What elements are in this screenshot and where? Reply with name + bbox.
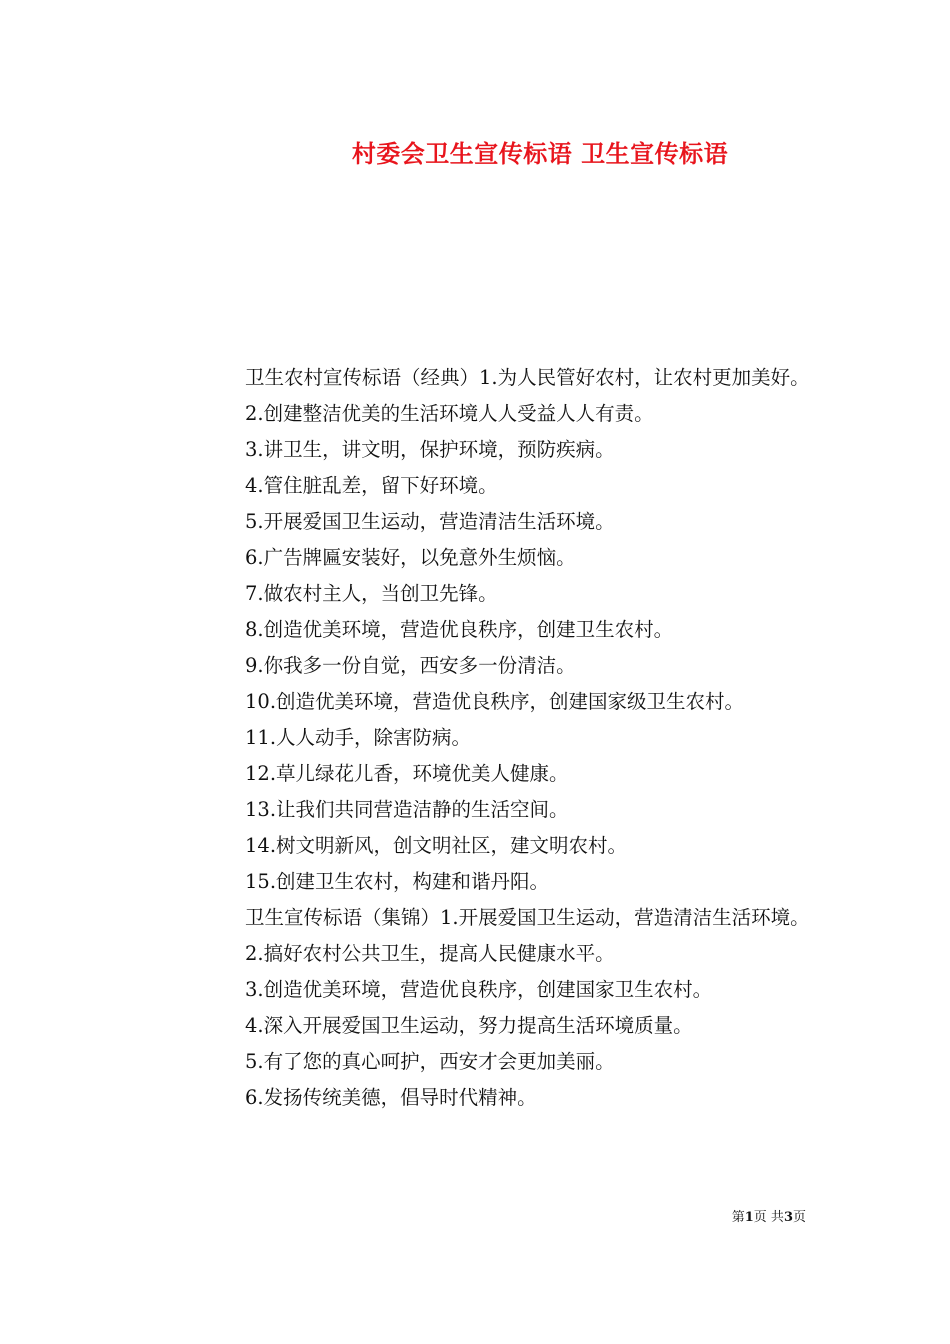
body-paragraph: 13.让我们共同营造洁静的生活空间。	[245, 798, 569, 821]
body-paragraph: 12.草儿绿花儿香，环境优美人健康。	[245, 762, 569, 785]
body-paragraph: 2.创建整洁优美的生活环境人人受益人人有责。	[245, 402, 654, 425]
body-paragraph: 卫生宣传标语（集锦）1.开展爱国卫生运动，营造清洁生活环境。	[245, 906, 810, 929]
body-paragraph: 15.创建卫生农村，构建和谐丹阳。	[245, 870, 550, 893]
body-paragraph: 9.你我多一份自觉，西安多一份清洁。	[245, 654, 576, 677]
document-title: 村委会卫生宣传标语 卫生宣传标语	[351, 139, 729, 168]
body-paragraph: 14.树文明新风，创文明社区，建文明农村。	[245, 834, 628, 857]
body-paragraph: 2.搞好农村公共卫生，提高人民健康水平。	[245, 942, 615, 965]
body-paragraph: 4.管住脏乱差，留下好环境。	[245, 474, 498, 497]
body-paragraph: 5.有了您的真心呵护，西安才会更加美丽。	[245, 1050, 615, 1073]
body-paragraph: 7.做农村主人，当创卫先锋。	[245, 582, 498, 605]
body-paragraph: 8.创造优美环境，营造优良秩序，创建卫生农村。	[245, 618, 674, 641]
body-paragraph: 10.创造优美环境，营造优良秩序，创建国家级卫生农村。	[245, 690, 745, 713]
body-paragraph: 3.创造优美环境，营造优良秩序，创建国家卫生农村。	[245, 978, 713, 1001]
body-paragraph: 5.开展爱国卫生运动，营造清洁生活环境。	[245, 510, 615, 533]
footer-current-page: 1	[744, 1210, 754, 1225]
body-paragraph: 3.讲卫生，讲文明，保护环境，预防疾病。	[245, 438, 615, 461]
footer-prefix: 第	[731, 1210, 745, 1225]
body-paragraph: 4.深入开展爱国卫生运动，努力提高生活环境质量。	[245, 1014, 693, 1037]
footer-middle: 页 共	[753, 1210, 784, 1225]
body-paragraph: 11.人人动手，除害防病。	[245, 726, 472, 749]
body-paragraph: 6.广告牌匾安装好，以免意外生烦恼。	[245, 546, 576, 569]
document-body	[145, 360, 810, 1116]
page-footer	[0, 1206, 806, 1225]
body-paragraph: 6.发扬传统美德，倡导时代精神。	[245, 1086, 537, 1109]
footer-suffix: 页	[792, 1210, 806, 1225]
footer-total-pages: 3	[783, 1210, 793, 1225]
body-paragraph: 卫生农村宣传标语（经典）1.为人民管好农村，让农村更加美好。	[245, 366, 810, 389]
